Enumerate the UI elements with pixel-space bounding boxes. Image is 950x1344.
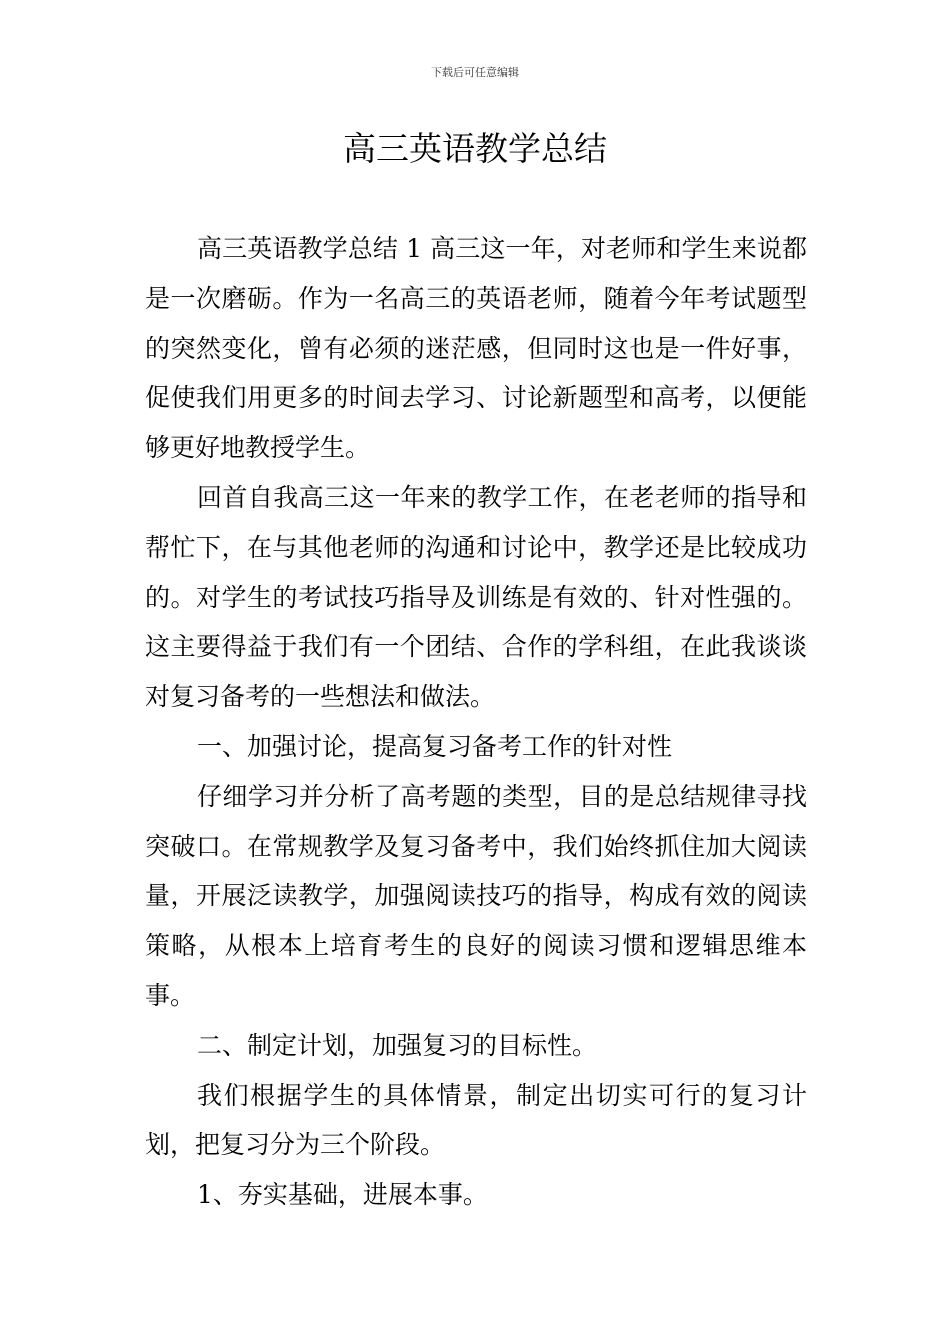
paragraph-4: 我们根据学生的具体情景，制定出切实可行的复习计划，把复习分为三个阶段。 bbox=[145, 1080, 807, 1160]
paragraph-1: 高三英语教学总结 1 高三这一年，对老师和学生来说都是一次磨砺。作为一名高三的英语老师，随着今年考试题型的突然变化，曾有必须的迷茫感，但同时这也是一件好事，促使我们用更多的时间去学习、讨论新题型和高考，以便能够更好地教授学生。 bbox=[145, 234, 807, 463]
document-title: 高三英语教学总结 bbox=[343, 129, 607, 168]
section-heading-2: 二、制定计划，加强复习的目标性。 bbox=[197, 1030, 598, 1060]
paragraph-3: 仔细学习并分析了高考题的类型，目的是总结规律寻找突破口。在常规教学及复习备考中，我们始终抓住加大阅读量，开展泛读教学，加强阅读技巧的指导，构成有效的阅读策略，从根本上培育考生的良好的阅读习惯和逻辑思维本事。 bbox=[145, 781, 807, 1010]
paragraph-2: 回首自我高三这一年来的教学工作，在老老师的指导和帮忙下，在与其他老师的沟通和讨论中，教学还是比较成功的。对学生的考试技巧指导及训练是有效的、针对性强的。这主要得益于我们有一个团结、合作的学科组，在此我谈谈对复习备考的一些想法和做法。 bbox=[145, 482, 807, 712]
document-body bbox=[145, 224, 807, 1220]
list-item-1: 1、夯实基础，进展本事。 bbox=[197, 1180, 488, 1210]
section-heading-1: 一、加强讨论，提高复习备考工作的针对性 bbox=[197, 731, 673, 761]
header-note: 下载后可任意编辑 bbox=[431, 66, 519, 79]
